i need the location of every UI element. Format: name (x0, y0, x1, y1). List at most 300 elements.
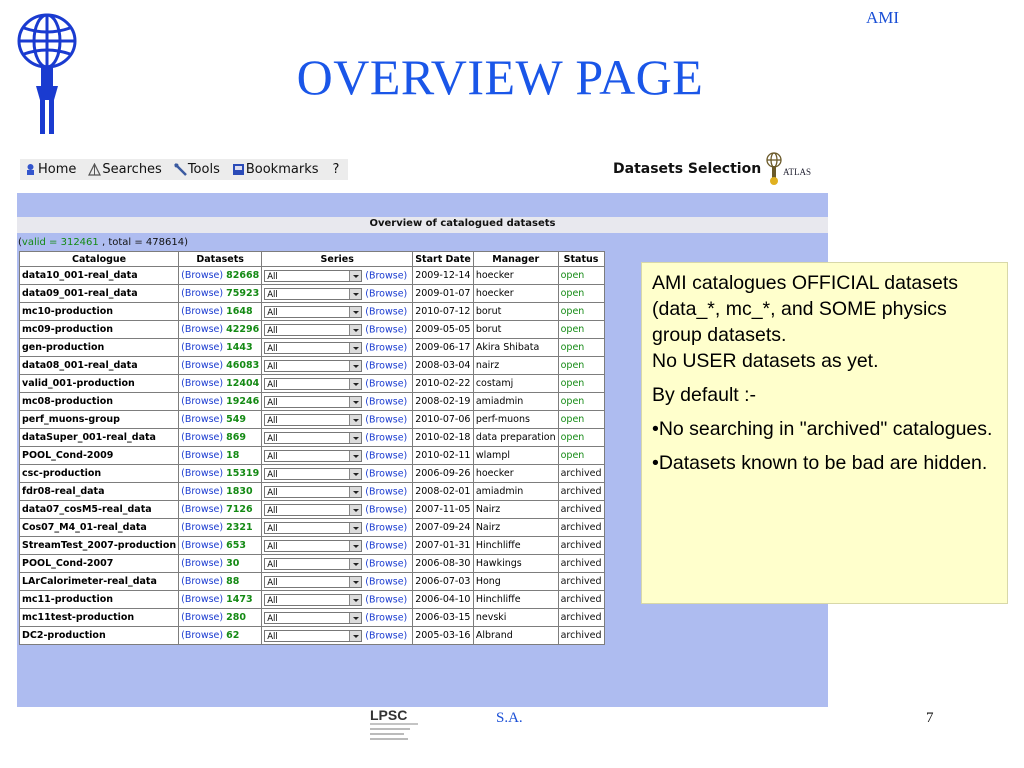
table-row (20, 555, 605, 573)
series-cell (262, 609, 413, 627)
browse-link[interactable]: (Browse) (181, 450, 224, 461)
datasets-cell (179, 519, 262, 537)
status: open (558, 375, 604, 393)
series-value: All (267, 523, 278, 534)
series-browse-link[interactable]: (Browse) (365, 468, 408, 479)
manager: amiadmin (473, 483, 558, 501)
table-row (20, 357, 605, 375)
series-cell (262, 555, 413, 573)
series-select[interactable] (264, 378, 362, 390)
catalogue-name[interactable]: Cos07_M4_01-real_data (20, 519, 179, 537)
status: open (558, 285, 604, 303)
chevron-down-icon (349, 433, 361, 443)
dataset-count: 42296 (226, 324, 260, 335)
start-date: 2006-09-26 (413, 465, 474, 483)
chevron-down-icon (349, 595, 361, 605)
catalogue-name[interactable]: mc11test-production (20, 609, 179, 627)
col-start-date[interactable]: Start Date (413, 252, 474, 267)
overview-title: Overview of catalogued datasets (369, 218, 556, 229)
start-date: 2008-02-19 (413, 393, 474, 411)
nav-home-label: Home (38, 162, 77, 177)
catalogue-name[interactable]: LArCalorimeter-real_data (20, 573, 179, 591)
series-browse-link[interactable]: (Browse) (365, 342, 408, 353)
series-cell (262, 375, 413, 393)
catalogue-name[interactable]: data09_001-real_data (20, 285, 179, 303)
datasets-cell (179, 357, 262, 375)
series-browse-link[interactable]: (Browse) (365, 558, 408, 569)
manager: Hinchliffe (473, 537, 558, 555)
table-row (20, 411, 605, 429)
catalogue-name[interactable]: gen-production (20, 339, 179, 357)
series-browse-link[interactable]: (Browse) (365, 306, 408, 317)
start-date: 2007-09-24 (413, 519, 474, 537)
chevron-down-icon (349, 325, 361, 335)
catalogue-name[interactable]: mc10-production (20, 303, 179, 321)
start-date: 2010-07-12 (413, 303, 474, 321)
catalogue-name[interactable]: POOL_Cond-2007 (20, 555, 179, 573)
chevron-down-icon (349, 271, 361, 281)
series-value: All (267, 361, 278, 372)
status: archived (558, 465, 604, 483)
table-row (20, 465, 605, 483)
catalogue-table (19, 251, 605, 645)
series-value: All (267, 595, 278, 606)
dataset-count: 7126 (226, 504, 253, 515)
manager: data preparation (473, 429, 558, 447)
series-cell (262, 321, 413, 339)
series-browse-link[interactable]: (Browse) (365, 414, 408, 425)
status: archived (558, 537, 604, 555)
series-cell (262, 465, 413, 483)
series-browse-link[interactable]: (Browse) (365, 522, 408, 533)
table-row (20, 339, 605, 357)
series-value: All (267, 613, 278, 624)
table-row (20, 483, 605, 501)
start-date: 2008-03-04 (413, 357, 474, 375)
series-select[interactable] (264, 360, 362, 372)
series-select[interactable] (264, 486, 362, 498)
datasets-cell (179, 501, 262, 519)
table-body (20, 267, 605, 645)
dataset-count: 2321 (226, 522, 253, 533)
dataset-count: 88 (226, 576, 240, 587)
manager: Nairz (473, 519, 558, 537)
nav-bookmarks-label: Bookmarks (245, 162, 319, 177)
datasets-cell (179, 303, 262, 321)
col-manager[interactable]: Manager (473, 252, 558, 267)
table-row (20, 303, 605, 321)
browse-link[interactable]: (Browse) (181, 558, 224, 569)
searches-icon (88, 163, 101, 176)
series-value: All (267, 469, 278, 480)
catalogue-name[interactable]: csc-production (20, 465, 179, 483)
datasets-cell (179, 393, 262, 411)
nav-help[interactable] (327, 162, 340, 177)
status: archived (558, 555, 604, 573)
series-cell (262, 519, 413, 537)
series-value: All (267, 487, 278, 498)
datasets-cell (179, 447, 262, 465)
series-cell (262, 573, 413, 591)
start-date: 2006-07-03 (413, 573, 474, 591)
table-row (20, 393, 605, 411)
series-value: All (267, 271, 278, 282)
series-browse-link[interactable]: (Browse) (365, 360, 408, 371)
status: archived (558, 483, 604, 501)
catalogue-name[interactable]: StreamTest_2007-production (20, 537, 179, 555)
status: archived (558, 519, 604, 537)
table-row (20, 321, 605, 339)
series-cell (262, 303, 413, 321)
browse-link[interactable]: (Browse) (181, 630, 224, 641)
chevron-down-icon (349, 289, 361, 299)
series-cell (262, 429, 413, 447)
series-select[interactable] (264, 612, 362, 624)
browse-link[interactable]: (Browse) (181, 396, 224, 407)
start-date: 2008-02-01 (413, 483, 474, 501)
series-value: All (267, 343, 278, 354)
series-browse-link[interactable]: (Browse) (365, 504, 408, 515)
series-cell (262, 591, 413, 609)
dataset-count: 549 (226, 414, 246, 425)
series-cell (262, 447, 413, 465)
atlas-logo-text: ATLAS (783, 167, 812, 177)
series-cell (262, 393, 413, 411)
series-select[interactable] (264, 576, 362, 588)
browse-link[interactable]: (Browse) (181, 576, 224, 587)
series-select[interactable] (264, 396, 362, 408)
ami-tag: AMI (866, 8, 900, 27)
datasets-cell (179, 375, 262, 393)
table-row (20, 429, 605, 447)
series-cell (262, 501, 413, 519)
dataset-count: 1443 (226, 342, 253, 353)
chevron-down-icon (349, 379, 361, 389)
col-catalogue[interactable]: Catalogue (20, 252, 179, 267)
manager: borut (473, 321, 558, 339)
chevron-down-icon (349, 361, 361, 371)
series-browse-link[interactable]: (Browse) (365, 486, 408, 497)
series-select[interactable] (264, 504, 362, 516)
catalogue-name[interactable]: mc09-production (20, 321, 179, 339)
status: open (558, 339, 604, 357)
total-count: , total = 478614 (98, 237, 185, 248)
status: archived (558, 501, 604, 519)
chevron-down-icon (349, 451, 361, 461)
series-value: All (267, 325, 278, 336)
dataset-count: 1473 (226, 594, 253, 605)
status: open (558, 447, 604, 465)
catalogue-name[interactable]: data10_001-real_data (20, 267, 179, 285)
dataset-count: 82668 (226, 270, 260, 281)
catalogue-name[interactable]: valid_001-production (20, 375, 179, 393)
table-row (20, 627, 605, 645)
datasets-cell (179, 429, 262, 447)
catalogue-name[interactable]: data08_001-real_data (20, 357, 179, 375)
browse-link[interactable]: (Browse) (181, 540, 224, 551)
manager: Hinchliffe (473, 591, 558, 609)
table-row (20, 267, 605, 285)
browse-link[interactable]: (Browse) (181, 378, 224, 389)
dataset-count: 18 (226, 450, 240, 461)
catalogue-name[interactable]: POOL_Cond-2009 (20, 447, 179, 465)
series-browse-link[interactable]: (Browse) (365, 630, 408, 641)
chevron-down-icon (349, 613, 361, 623)
browse-link[interactable]: (Browse) (181, 270, 224, 281)
manager: Akira Shibata (473, 339, 558, 357)
series-select[interactable] (264, 558, 362, 570)
series-value: All (267, 541, 278, 552)
status: open (558, 393, 604, 411)
start-date: 2005-03-16 (413, 627, 474, 645)
browse-link[interactable]: (Browse) (181, 306, 224, 317)
series-select[interactable] (264, 306, 362, 318)
series-browse-link[interactable]: (Browse) (365, 432, 408, 443)
status: open (558, 357, 604, 375)
dataset-count: 30 (226, 558, 240, 569)
help-label: ? (332, 162, 340, 177)
series-value: All (267, 505, 278, 516)
series-browse-link[interactable]: (Browse) (365, 324, 408, 335)
datasets-cell (179, 465, 262, 483)
browse-link[interactable]: (Browse) (181, 468, 224, 479)
table-row (20, 285, 605, 303)
table-row (20, 537, 605, 555)
datasets-cell (179, 339, 262, 357)
browse-link[interactable]: (Browse) (181, 360, 224, 371)
col-status[interactable]: Status (558, 252, 604, 267)
dataset-counts (18, 237, 188, 248)
browse-link[interactable]: (Browse) (181, 594, 224, 605)
series-cell (262, 357, 413, 375)
series-value: All (267, 397, 278, 408)
start-date: 2006-04-10 (413, 591, 474, 609)
start-date: 2009-05-05 (413, 321, 474, 339)
browse-link[interactable]: (Browse) (181, 486, 224, 497)
series-select[interactable] (264, 630, 362, 642)
datasets-cell (179, 483, 262, 501)
start-date: 2007-01-31 (413, 537, 474, 555)
dataset-count: 1830 (226, 486, 253, 497)
series-cell (262, 537, 413, 555)
chevron-down-icon (349, 343, 361, 353)
manager: wlampl (473, 447, 558, 465)
browse-link[interactable]: (Browse) (181, 324, 224, 335)
table-row (20, 591, 605, 609)
bookmarks-icon (232, 163, 245, 176)
manager: Hong (473, 573, 558, 591)
chevron-down-icon (349, 505, 361, 515)
chevron-down-icon (349, 559, 361, 569)
nav-bookmarks[interactable] (228, 162, 319, 177)
manager: costamj (473, 375, 558, 393)
browse-link[interactable]: (Browse) (181, 288, 224, 299)
tools-icon (174, 163, 187, 176)
status: open (558, 267, 604, 285)
manager: perf-muons (473, 411, 558, 429)
series-select[interactable] (264, 414, 362, 426)
nav-home[interactable] (20, 162, 76, 177)
series-cell (262, 267, 413, 285)
series-select[interactable] (264, 288, 362, 300)
status: archived (558, 627, 604, 645)
start-date: 2009-06-17 (413, 339, 474, 357)
browse-link[interactable]: (Browse) (181, 522, 224, 533)
datasets-cell (179, 609, 262, 627)
table-row (20, 573, 605, 591)
catalogue-name[interactable]: mc11-production (20, 591, 179, 609)
series-browse-link[interactable]: (Browse) (365, 288, 408, 299)
start-date: 2006-03-15 (413, 609, 474, 627)
datasets-cell (179, 285, 262, 303)
table-row (20, 447, 605, 465)
start-date: 2010-02-11 (413, 447, 474, 465)
series-browse-link[interactable]: (Browse) (365, 396, 408, 407)
datasets-selection-heading: Datasets Selection (613, 161, 762, 177)
manager: hoecker (473, 267, 558, 285)
browse-link[interactable]: (Browse) (181, 342, 224, 353)
series-value: All (267, 451, 278, 462)
series-select[interactable] (264, 270, 362, 282)
series-cell (262, 285, 413, 303)
status: archived (558, 591, 604, 609)
manager: nevski (473, 609, 558, 627)
chevron-down-icon (349, 541, 361, 551)
series-select[interactable] (264, 540, 362, 552)
series-select[interactable] (264, 594, 362, 606)
catalogue-name[interactable]: DC2-production (20, 627, 179, 645)
series-cell (262, 411, 413, 429)
series-browse-link[interactable]: (Browse) (365, 594, 408, 605)
datasets-cell (179, 591, 262, 609)
dataset-count: 62 (226, 630, 240, 641)
note-no-user: No USER datasets as yet. (652, 350, 879, 372)
manager: hoecker (473, 465, 558, 483)
datasets-cell (179, 267, 262, 285)
browse-link[interactable]: (Browse) (181, 612, 224, 623)
datasets-cell (179, 573, 262, 591)
start-date: 2010-07-06 (413, 411, 474, 429)
series-value: All (267, 631, 278, 642)
col-datasets[interactable]: Datasets (179, 252, 262, 267)
datasets-cell (179, 411, 262, 429)
manager: nairz (473, 357, 558, 375)
chevron-down-icon (349, 577, 361, 587)
manager: hoecker (473, 285, 558, 303)
table-row (20, 609, 605, 627)
status: open (558, 411, 604, 429)
note-no-archived: •No searching in "archived" catalogues. (652, 418, 993, 440)
start-date: 2009-01-07 (413, 285, 474, 303)
datasets-cell (179, 321, 262, 339)
table-row (20, 519, 605, 537)
browse-link[interactable]: (Browse) (181, 414, 224, 425)
dataset-count: 75923 (226, 288, 260, 299)
valid-count: valid = 312461 (21, 237, 99, 248)
series-select[interactable] (264, 522, 362, 534)
chevron-down-icon (349, 631, 361, 641)
series-select[interactable] (264, 324, 362, 336)
counts-open-paren: ( (18, 237, 22, 248)
note-default: By default :- (652, 384, 757, 406)
browse-link[interactable]: (Browse) (181, 504, 224, 515)
catalogue-name[interactable]: data07_cosM5-real_data (20, 501, 179, 519)
series-select[interactable] (264, 342, 362, 354)
top-bar (17, 145, 828, 193)
dataset-count: 653 (226, 540, 246, 551)
series-select[interactable] (264, 468, 362, 480)
series-browse-link[interactable]: (Browse) (365, 576, 408, 587)
series-select[interactable] (264, 432, 362, 444)
catalogue-name[interactable]: dataSuper_001-real_data (20, 429, 179, 447)
status: archived (558, 609, 604, 627)
catalogue-name[interactable]: perf_muons-group (20, 411, 179, 429)
table-row (20, 375, 605, 393)
datasets-cell (179, 537, 262, 555)
col-series[interactable]: Series (262, 252, 413, 267)
series-value: All (267, 307, 278, 318)
series-value: All (267, 577, 278, 588)
series-browse-link[interactable]: (Browse) (365, 270, 408, 281)
datasets-cell (179, 627, 262, 645)
browse-link[interactable]: (Browse) (181, 432, 224, 443)
manager: Hawkings (473, 555, 558, 573)
series-browse-link[interactable]: (Browse) (365, 540, 408, 551)
nav-tools[interactable] (170, 162, 220, 177)
slide-title: OVERVIEW PAGE (296, 49, 704, 105)
series-select[interactable] (264, 450, 362, 462)
dataset-count: 15319 (226, 468, 260, 479)
start-date: 2009-12-14 (413, 267, 474, 285)
series-cell (262, 627, 413, 645)
manager: borut (473, 303, 558, 321)
series-browse-link[interactable]: (Browse) (365, 378, 408, 389)
status: open (558, 303, 604, 321)
table-row (20, 501, 605, 519)
atlas-logo (761, 151, 823, 187)
series-cell (262, 339, 413, 357)
catalogue-name[interactable]: fdr08-real_data (20, 483, 179, 501)
nav-tools-label: Tools (187, 162, 220, 177)
series-browse-link[interactable]: (Browse) (365, 612, 408, 623)
nav-searches-label: Searches (102, 162, 162, 177)
catalogue-name[interactable]: mc08-production (20, 393, 179, 411)
dataset-count: 19246 (226, 396, 260, 407)
chevron-down-icon (349, 307, 361, 317)
start-date: 2006-08-30 (413, 555, 474, 573)
dataset-count: 280 (226, 612, 246, 623)
manager: Nairz (473, 501, 558, 519)
datasets-cell (179, 555, 262, 573)
status: open (558, 429, 604, 447)
start-date: 2007-11-05 (413, 501, 474, 519)
status: archived (558, 573, 604, 591)
chevron-down-icon (349, 469, 361, 479)
note-official: AMI catalogues OFFICIAL datasets (data_*, mc_*, and SOME physics group datasets. (652, 272, 958, 346)
series-value: All (267, 379, 278, 390)
footer-author: S.A. (496, 710, 523, 726)
lpsc-logo (368, 706, 424, 746)
lpsc-logo-text: LPSC (370, 707, 408, 723)
dataset-count: 12404 (226, 378, 260, 389)
chevron-down-icon (349, 523, 361, 533)
series-value: All (267, 289, 278, 300)
start-date: 2010-02-18 (413, 429, 474, 447)
nav-searches[interactable] (84, 162, 161, 177)
series-browse-link[interactable]: (Browse) (365, 450, 408, 461)
manager: amiadmin (473, 393, 558, 411)
dataset-count: 1648 (226, 306, 253, 317)
